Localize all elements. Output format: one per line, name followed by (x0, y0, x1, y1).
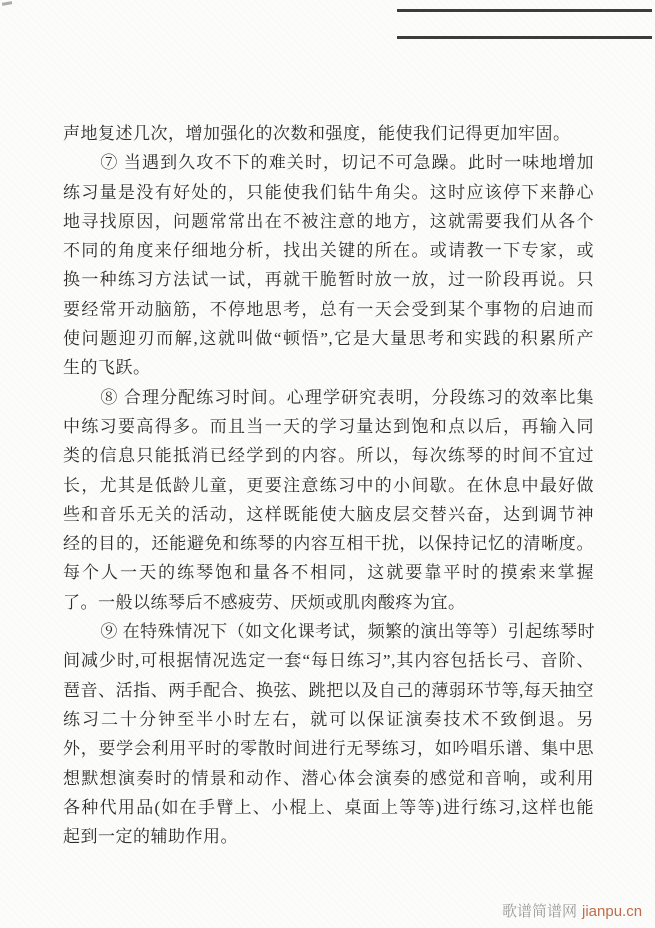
watermark-site-name: 歌谱简谱网 (502, 903, 578, 920)
text-line: 些和音乐无关的活动，这样既能使大脑皮层交替兴奋，达到调节神 (63, 504, 594, 524)
page-text-block (63, 119, 594, 851)
text-line: 起到一定的辅助作用。 (63, 827, 238, 847)
text-line: ⑨ 在特殊情况下（如文化课考试，频繁的演出等等）引起练琴时 (100, 622, 596, 642)
top-rule-line-1 (397, 9, 652, 12)
text-line: 每个人一天的练琴饱和量各不相同，这就要靠平时的摸索来掌握 (63, 563, 594, 583)
text-line: 生的飞跃。 (63, 358, 151, 378)
watermark-site-url: jianpu.cn (582, 903, 643, 920)
text-line: 不同的角度来仔细地分析，找出关键的所在。或请教一下专家，或 (63, 241, 594, 261)
text-line: 使问题迎刃而解,这就叫做“顿悟”,它是大量思考和实践的积累所产 (63, 329, 594, 349)
text-line: ⑧ 合理分配练习时间。心理学研究表明，分段练习的效率比集 (100, 387, 594, 407)
text-line: 练习二十分钟至半小时左右，就可以保证演奏技术不致倒退。另 (63, 709, 594, 729)
text-line: 长，尤其是低龄儿童，更要注意练习中的小间歇。在休息中最好做 (63, 475, 594, 495)
text-line: 地寻找原因，问题常常出在不被注意的地方，这就需要我们从各个 (63, 211, 594, 231)
text-line: 想默想演奏时的情景和动作、潜心体会演奏的感觉和音响，或利用 (63, 768, 594, 788)
text-line: 了。一般以练琴后不感疲劳、厌烦或肌肉酸疼为宜。 (63, 592, 466, 612)
text-line: 类的信息只能抵消已经学到的内容。所以，每次练琴的时间不宜过 (63, 446, 594, 466)
text-line: 练习量是没有好处的，只能使我们钻牛角尖。这时应该停下来静心 (63, 182, 594, 202)
text-line: 经的目的，还能避免和练琴的内容互相干扰，以保持记忆的清晰度。 (63, 534, 594, 554)
text-line: 要经常开动脑筋，不停地思考，总有一天会受到某个事物的启迪而 (63, 299, 594, 319)
text-line: 换一种练习方法试一试，再就干脆暂时放一放，过一阶段再说。只 (63, 270, 594, 290)
text-line: 声地复述几次，增加强化的次数和强度，能使我们记得更加牢固。 (63, 124, 571, 143)
corner-scan-mark (2, 1, 12, 6)
text-line: 间减少时,可根据情况选定一套“每日练习”,其内容包括长弓、音阶、 (63, 651, 594, 671)
text-line: 各种代用品(如在手臂上、小棍上、桌面上等等)进行练习,这样也能 (63, 797, 594, 817)
text-line: 琶音、活指、两手配合、换弦、跳把以及自己的薄弱环节等,每天抽空 (63, 680, 594, 700)
text-line: ⑦ 当遇到久攻不下的难关时，切记不可急躁。此时一味地增加 (100, 153, 594, 173)
text-line: 外，要学会利用平时的零散时间进行无琴练习，如吟唱乐谱、集中思 (63, 739, 594, 759)
top-rule-line-2 (397, 36, 652, 39)
watermark (502, 903, 642, 921)
text-line: 中练习要高得多。而且当一天的学习量达到饱和点以后，再输入同 (63, 416, 594, 436)
